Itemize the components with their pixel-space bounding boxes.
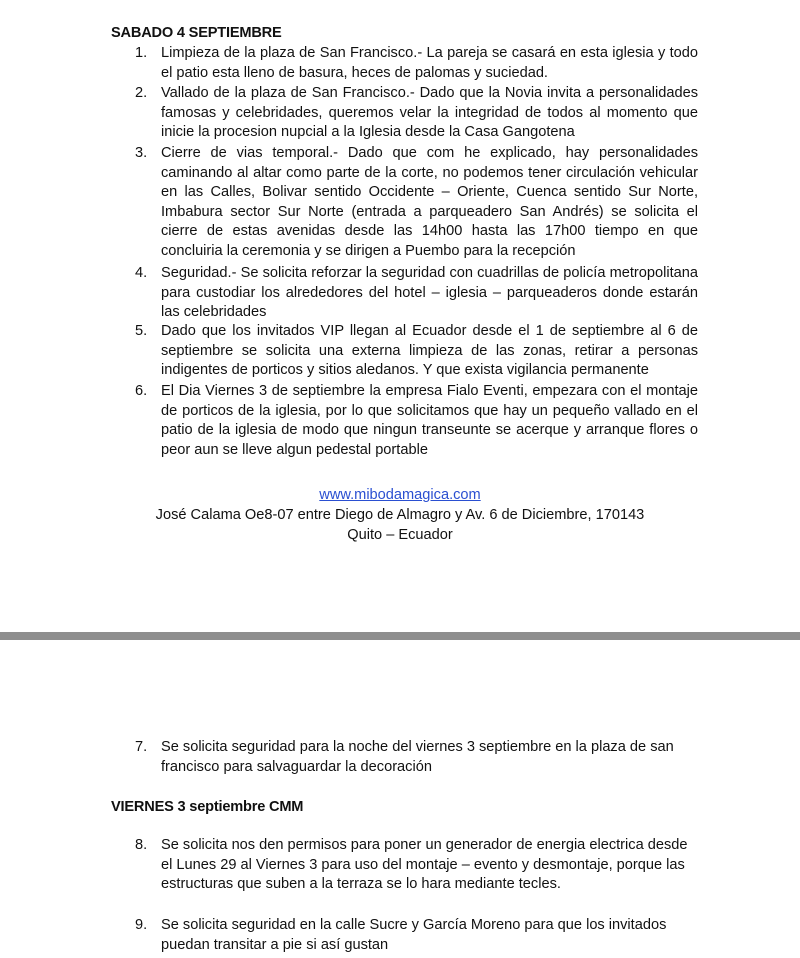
list-item-text: Se solicita seguridad en la calle Sucre y García Moreno para que los invitados puedan transitar a pie si así gustan <box>161 917 667 953</box>
list-item-text: Seguridad.- Se solicita reforzar la seguridad con cuadrillas de policía metropolitana para custodiar los alrededores del hotel – iglesia – parqueaderos donde estarán las celebridades <box>161 265 698 321</box>
list-item-text: Cierre de vias temporal.- Dado que com he explicado, hay personalidades caminando al altar como parte de la corte, no podemos tener circulación vehicular en las Calles, Bolivar sentido Occidente – Oriente, Cuenca sentido Sur Norte, Imbabura sector Sur Norte (entrada a parqueadero San Andrés) se solicita el cierre de estas avenidas desde las 14h00 hasta las 17h00 tiempo en que concluiria la ceremonia y se dirigen a Puembo para la recepción <box>161 145 698 259</box>
list-item-text: Vallado de la plaza de San Francisco.- Dado que la Novia invita a personalidades famosas y celebridades, queremos velar la integridad de todos al momento que inicie la procesion nupcial a la Iglesia desde la Casa Gangotena <box>161 85 698 141</box>
list-item-number: 5. <box>135 323 148 339</box>
list-item-number: 2. <box>135 85 148 101</box>
footer-city: Quito – Ecuador <box>347 527 453 543</box>
section-heading-sabado: SABADO 4 SEPTIEMBRE <box>111 25 282 41</box>
list-item-number: 7. <box>135 739 148 755</box>
list-item-text: Se solicita nos den permisos para poner un generador de energia electrica desde el Lunes 29 al Viernes 3 para uso del montaje – evento y desmontaje, porque las estructuras que suben a la terraza se lo hara mediante tecles. <box>161 837 688 893</box>
list-item-number: 3. <box>135 145 148 161</box>
website-link[interactable]: www.mibodamagica.com <box>319 487 481 503</box>
section-heading-viernes: VIERNES 3 septiembre CMM <box>111 799 304 815</box>
list-item-number: 8. <box>135 837 148 853</box>
list-item-text: Dado que los invitados VIP llegan al Ecuador desde el 1 de septiembre al 6 de septiembre se solicita una externa limpieza de las zonas, retirar a personas indigentes de porticos y sitios aledanos. Y que exista vigilancia permanente <box>161 323 698 379</box>
list-item-4 <box>135 264 698 323</box>
list-item-number: 9. <box>135 917 148 933</box>
page-separator <box>0 632 800 640</box>
list-item-3 <box>135 144 698 262</box>
list-item-1 <box>135 44 698 83</box>
list-item-9 <box>135 916 698 955</box>
footer-website-link[interactable] <box>0 486 800 506</box>
footer-address: José Calama Oe8-07 entre Diego de Almagro y Av. 6 de Diciembre, 170143 <box>155 507 645 523</box>
list-item-text: El Dia Viernes 3 de septiembre la empresa Fialo Eventi, empezara con el montaje de porticos de la iglesia, por lo que solicitamos que hay un pequeño vallado en el patio de la iglesia de modo que ningun transeunte se acerque y arranque flores o peor aun se lleve algun pedestal portable <box>161 383 698 458</box>
list-item-text: Limpieza de la plaza de San Francisco.- La pareja se casará en esta iglesia y todo el patio esta lleno de basura, heces de palomas y suciedad. <box>161 45 698 81</box>
list-item-8 <box>135 836 698 895</box>
list-item-2 <box>135 84 698 143</box>
list-item-number: 6. <box>135 383 148 399</box>
list-item-number: 1. <box>135 45 148 61</box>
document-page-2 <box>0 640 800 958</box>
list-item-5 <box>135 322 698 381</box>
list-item-6 <box>135 382 698 460</box>
list-item-text: Se solicita seguridad para la noche del viernes 3 septiembre en la plaza de san francisco para salvaguardar la decoración <box>161 739 674 775</box>
list-item-number: 4. <box>135 265 148 281</box>
list-item-7 <box>135 738 698 777</box>
